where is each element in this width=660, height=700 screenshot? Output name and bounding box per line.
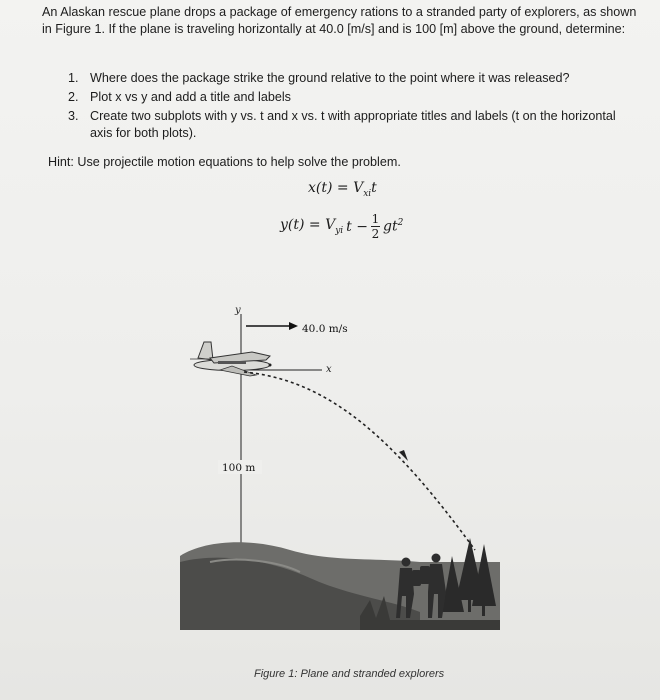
velocity-label: 40.0 m/s: [302, 323, 348, 335]
figure-1: [180, 300, 500, 640]
hint-text: Hint: Use projectile motion equations to help solve the problem.: [48, 155, 401, 169]
question-number: 2.: [68, 90, 79, 104]
question-list: [68, 70, 638, 144]
question-text: Plot x vs y and add a title and labels: [90, 90, 291, 104]
question-text: Where does the package strike the ground relative to the point where it was released?: [90, 71, 570, 85]
question-2: [68, 89, 638, 106]
frac-den: 2: [371, 227, 380, 241]
x-axis-label: x: [326, 364, 332, 375]
question-3: [68, 108, 638, 142]
equation-y: [280, 213, 403, 240]
velocity-arrow-head: [289, 322, 298, 330]
y-axis-label: y: [235, 305, 241, 316]
eq1-left: x(t) = V: [308, 180, 364, 196]
eq2-right: gt: [382, 218, 398, 235]
problem-intro: An Alaskan rescue plane drops a package of emergency rations to a stranded party of explorers, as shown in Figure 1. If the plane is traveling horizontally at 40.0 [m/s] and is 100 [m] above the ground, determine:: [42, 5, 637, 36]
equation-x: [308, 180, 377, 199]
eq2-left: y(t) = V: [280, 217, 336, 234]
figure-caption: Figure 1: Plane and stranded explorers: [254, 668, 445, 680]
fraction-half: [371, 213, 380, 240]
eq2-sub: yi: [335, 225, 344, 236]
height-label: 100 m: [222, 462, 256, 474]
eq2-sup: 2: [397, 218, 404, 229]
question-number: 1.: [68, 71, 79, 85]
question-1: [68, 70, 638, 87]
question-number: 3.: [68, 109, 79, 123]
eq1-right: t: [371, 180, 377, 196]
eq2-mid: t −: [346, 218, 368, 235]
trajectory-arrow-head: [399, 450, 408, 461]
frac-num: 1: [371, 212, 380, 226]
trees-icon: [442, 538, 496, 616]
eq1-sub: xi: [363, 188, 372, 199]
question-text: Create two subplots with y vs. t and x vs. t with appropriate titles and labels (t on the horizontal axis for both plots).: [90, 109, 616, 140]
trajectory-path: [244, 372, 475, 550]
plane-icon: [190, 342, 272, 376]
